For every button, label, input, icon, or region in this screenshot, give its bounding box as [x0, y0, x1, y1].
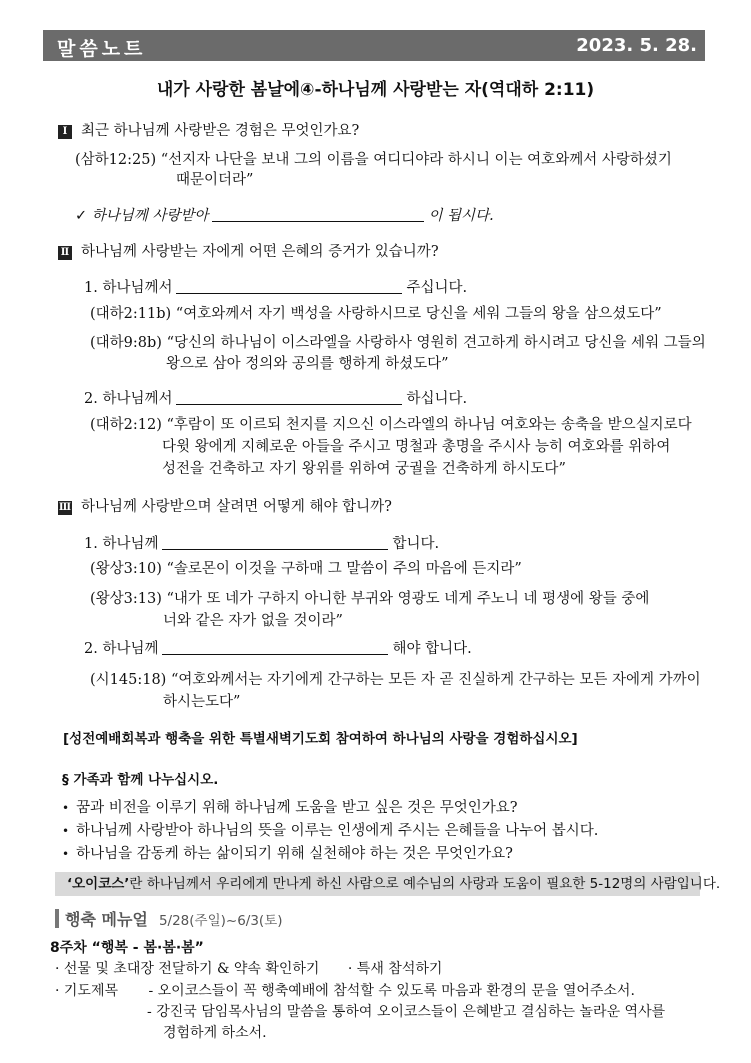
section-1-question-text: 최근 하나님께 사랑받은 경험은 무엇인가요? — [81, 123, 360, 139]
section-1-verse — [75, 148, 672, 169]
share-item-1-text: 꿈과 비전을 이루기 위해 하나님께 도움을 받고 싶은 것은 무엇인가요? — [76, 800, 518, 816]
section-3-ref-3: (시145:18) — [90, 672, 167, 688]
menu-header — [55, 907, 283, 930]
section-3-verse-2-line2: 너와 같은 자가 없을 것이라” — [163, 613, 343, 629]
section-2-verse-3-line2: 다윗 왕에게 지혜로운 아들을 주시고 명철과 총명을 주시사 능히 여호와를 위하여 — [162, 439, 671, 455]
share-item-3-text: 하나님을 감동케 하는 삶이되기 위해 실천해야 하는 것은 무엇인가요? — [76, 846, 513, 862]
section-2-verse-1 — [90, 302, 662, 323]
header-bar — [43, 30, 705, 61]
header-title: 말씀노트 — [57, 38, 147, 60]
section-2-point-1 — [84, 276, 467, 297]
dash: - — [147, 1004, 152, 1020]
section-3-ref-2: (왕상3:13) — [90, 591, 162, 607]
section-2-ref-3: (대하2:12) — [90, 417, 162, 433]
section-3-number: Ⅲ — [58, 502, 72, 513]
menu-bar-icon — [55, 909, 59, 928]
section-1-fill-post: 이 됩시다. — [428, 208, 494, 224]
section-2-question — [58, 240, 439, 261]
section-3-verse-2 — [90, 587, 649, 608]
share-item-2 — [62, 819, 598, 840]
section-3-verse-1 — [90, 557, 522, 578]
section-2-verse-2-line2: 왕으로 삼아 정의와 공의를 행하게 하셨도다” — [166, 356, 449, 372]
bullet-icon: • — [62, 801, 70, 815]
menu-line-1a: · 선물 및 초대장 전달하기 & 약속 확인하기 — [55, 961, 320, 977]
section-2-point-2-post: 하십니다. — [406, 391, 468, 407]
section-2-verse-2-line1: “당신의 하나님이 이스라엘을 사랑하사 영원히 견고하게 하시려고 당신을 세워 그들의 — [166, 335, 706, 351]
section-2-ref-1: (대하2:11b) — [90, 306, 172, 322]
menu-title: 행축 메뉴얼 — [65, 910, 148, 929]
section-2-point-2-pre: 2. 하나님께서 — [84, 391, 173, 407]
section-1-fill — [75, 204, 494, 225]
section-3-verse-1-text: “솔로몬이 이것을 구하매 그 말씀이 주의 마음에 든지라” — [166, 561, 522, 577]
prayer-2-line1: 강진국 담임목사님의 말씀을 통하여 오이코스들이 은혜받고 결심하는 놀라운 역사를 — [156, 1004, 666, 1020]
menu-prayer-2 — [147, 1001, 665, 1021]
section-3-verse-3-line2: 하시는도다” — [163, 694, 241, 710]
check-icon: ✓ — [75, 208, 88, 224]
dash: - — [148, 983, 154, 999]
section-3-point-1 — [84, 532, 439, 553]
section-3-point-2-pre: 2. 하나님께 — [84, 641, 159, 657]
oikos-definition — [55, 872, 721, 896]
section-2-question-text: 하나님께 사랑받는 자에게 어떤 은혜의 증거가 있습니까? — [81, 244, 439, 260]
section-3-verse-2-line1: “내가 또 네가 구하지 아니한 부귀와 영광도 네게 주노니 네 평생에 왕들 중에 — [166, 591, 650, 607]
section-2-verse-3-line1: “후람이 또 이르되 천지를 지으신 이스라엘의 하나님 여호와는 송축을 받으실지로다 — [166, 417, 692, 433]
notice: [성전예배회복과 행축을 위한 특별새벽기도회 참여하여 하나님의 사랑을 경험하십시오] — [63, 731, 578, 747]
section-2-ref-2: (대하9:8b) — [90, 335, 162, 351]
share-item-1 — [62, 796, 518, 817]
section-1-blank[interactable] — [212, 206, 424, 222]
section-1-number: Ⅰ — [58, 125, 72, 139]
section-3-verse-3 — [90, 668, 701, 689]
menu-line-1 — [55, 958, 442, 978]
section-2-verse-1-text: “여호와께서 자기 백성을 사랑하시므로 당신을 세워 그들의 왕을 삼으셨도다” — [175, 306, 662, 322]
menu-week: 8주차 “행복 - 봄·봄·봄” — [50, 940, 204, 956]
section-2-point-1-post: 주십니다. — [406, 280, 468, 296]
menu-dates: 5/28(주일)~6/3(토) — [158, 913, 283, 929]
section-2-verse-3 — [90, 413, 692, 434]
section-2-verse-3-line3: 성전을 건축하고 자기 왕위를 위하여 궁궐을 건축하게 하시도다” — [162, 461, 566, 477]
section-1-fill-pre: 하나님께 사랑받아 — [91, 208, 209, 224]
oikos-text: 란 하나님께서 우리에게 만나게 하신 사람으로 예수님의 사랑과 도움이 필요한 5-12명의 사람입니다. — [129, 876, 721, 892]
menu-line-1b: · 특새 참석하기 — [347, 961, 443, 977]
section-2-point-1-pre: 1. 하나님께서 — [84, 280, 173, 296]
section-2-verse-2 — [90, 331, 706, 352]
section-3-ref-1: (왕상3:10) — [90, 561, 162, 577]
bullet-icon: • — [62, 847, 70, 861]
section-2-blank-1[interactable] — [176, 278, 402, 294]
section-3-question — [58, 495, 392, 516]
section-3-point-2 — [84, 637, 472, 658]
prayer-2-line2: 경험하게 하소서. — [163, 1025, 267, 1041]
page-title: 내가 사랑한 봄날에④-하나님께 사랑받는 자(역대하 2:11) — [156, 80, 595, 100]
section-1-verse-line1: “선지자 나단을 보내 그의 이름을 여디디야라 하시니 이는 여호와께서 사랑하셨기 — [160, 152, 672, 168]
section-3-point-2-post: 해야 합니다. — [392, 641, 472, 657]
share-item-3 — [62, 842, 513, 863]
section-1-ref: (삼하12:25) — [75, 152, 157, 168]
section-3-point-1-pre: 1. 하나님께 — [84, 536, 159, 552]
oikos-term: ‘오이코스’ — [67, 876, 130, 892]
section-1-verse-line2: 때문이더라” — [176, 172, 254, 188]
share-item-2-text: 하나님께 사랑받아 하나님의 뜻을 이루는 인생에게 주시는 은혜들을 나누어 봅시다. — [76, 823, 599, 839]
bullet-icon: • — [62, 824, 70, 838]
section-2-number: Ⅱ — [58, 246, 72, 260]
section-2-point-2 — [84, 387, 467, 408]
section-3-blank-1[interactable] — [162, 534, 388, 550]
section-3-verse-3-line1: “여호와께서는 자기에게 간구하는 모든 자 곧 진실하게 간구하는 모든 자에게 가까이 — [170, 672, 701, 688]
header-date: 2023. 5. 28. — [576, 35, 697, 56]
section-3-blank-2[interactable] — [162, 639, 388, 655]
section-3-point-1-post: 합니다. — [392, 536, 440, 552]
prayer-1-text: 오이코스들이 꼭 행축예배에 참석할 수 있도록 마음과 환경의 문을 열어주소서. — [157, 983, 635, 999]
section-3-question-text: 하나님께 사랑받으며 살려면 어떻게 해야 합니까? — [81, 499, 392, 515]
section-2-blank-2[interactable] — [176, 389, 402, 405]
share-title: § 가족과 함께 나누십시오. — [62, 772, 219, 788]
section-1-question — [58, 119, 359, 140]
menu-prayer-1 — [55, 980, 635, 1000]
prayer-label: · 기도제목 — [55, 983, 118, 999]
